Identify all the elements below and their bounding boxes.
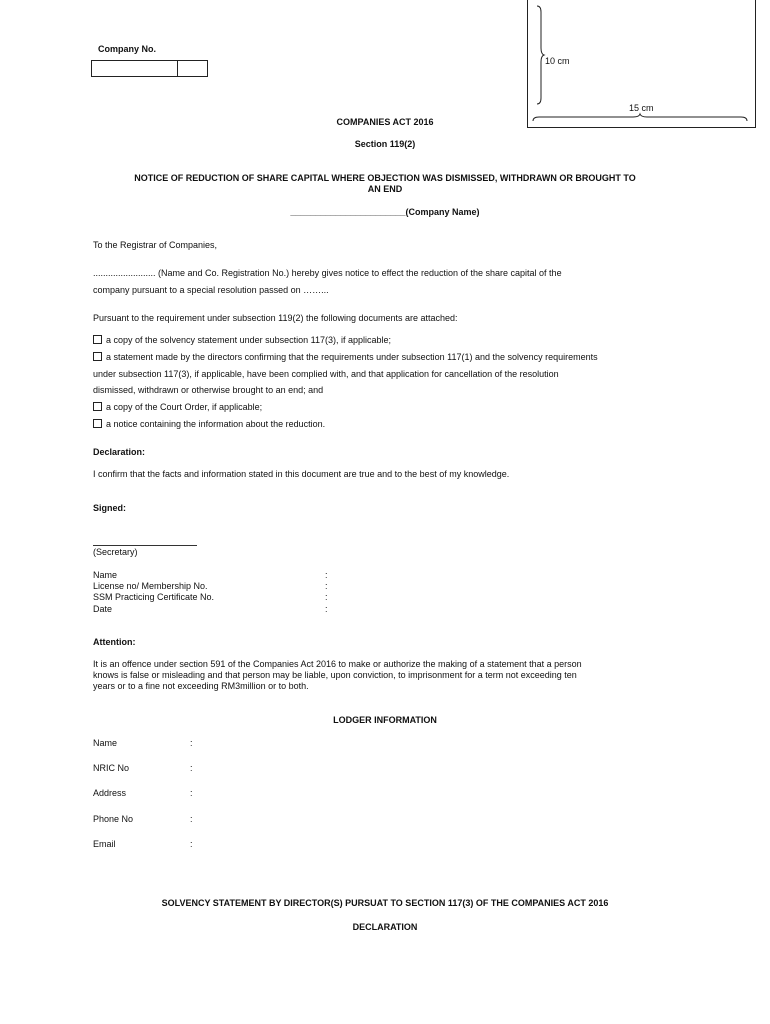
colon: : [325,581,328,591]
company-name-line: _______________________(Company Name) [290,207,480,217]
company-no-label: Company No. [98,44,157,54]
act-title: COMPANIES ACT 2016 [336,117,434,127]
notice-title-line2: AN END [367,184,403,194]
salutation: To the Registrar of Companies, [93,240,218,250]
colon: : [190,763,193,773]
solvency-declaration-heading: DECLARATION [352,922,418,932]
colon: : [325,604,328,614]
attachment-item: a statement made by the directors confirming that the requirements under subsection 117(1) and the solvency requirements [93,352,598,362]
declaration-text: I confirm that the facts and information stated in this document are true and to the best of my knowledge. [93,469,510,479]
company-no-box[interactable] [91,60,208,77]
lodger-field-name: Name [93,738,118,748]
signed-heading: Signed: [93,503,126,513]
lodger-field-nric: NRIC No [93,763,130,773]
colon: : [190,814,193,824]
checkbox[interactable] [93,419,102,428]
stamp-width-label: 15 cm [629,103,654,113]
colon: : [190,738,193,748]
colon: : [325,570,328,580]
lodger-heading: LODGER INFORMATION [333,715,437,725]
attention-text-line1: It is an offence under section 591 of the Companies Act 2016 to make or authorize the making of a statement that a person [93,659,582,669]
section-title: Section 119(2) [354,139,416,149]
notice-text-line1: ......................... (Name and Co. Registration No.) hereby gives notice to effect the reduction of the share capital of the [93,268,562,278]
colon: : [190,788,193,798]
attention-text-line3: years or to a fine not exceeding RM3million or to both. [93,681,309,691]
signed-field-certificate: SSM Practicing Certificate No. [93,592,215,602]
signed-field-name: Name [93,570,118,580]
attachment-item: a copy of the Court Order, if applicable; [93,402,262,412]
signed-field-license: License no/ Membership No. [93,581,208,591]
attachment-item-continuation: under subsection 117(3), if applicable, have been complied with, and that application for cancellation of the resolution [93,369,559,379]
attention-heading: Attention: [93,637,136,647]
signed-field-date: Date [93,604,113,614]
checkbox[interactable] [93,335,102,344]
notice-text-line2: company pursuant to a special resolution passed on ……... [93,285,329,295]
attachment-item-continuation: dismissed, withdrawn or otherwise brought to an end; and [93,385,324,395]
checkbox[interactable] [93,352,102,361]
attachment-item: a notice containing the information about the reduction. [93,419,325,429]
stamp-height-label: 10 cm [545,56,570,66]
signature-line[interactable] [93,545,197,546]
attention-text-line2: knows is false or misleading and that person may be liable, upon conviction, to imprisonment for a term not exceeding ten [93,670,577,680]
notice-title-line1: NOTICE OF REDUCTION OF SHARE CAPITAL WHERE OBJECTION WAS DISMISSED, WITHDRAWN OR BROUGHT TO [134,173,636,183]
attachment-item: a copy of the solvency statement under subsection 117(3), if applicable; [93,335,391,345]
solvency-heading: SOLVENCY STATEMENT BY DIRECTOR(S) PURSUAT TO SECTION 117(3) OF THE COMPANIES ACT 2016 [161,898,609,908]
checkbox[interactable] [93,402,102,411]
pursuant-text: Pursuant to the requirement under subsection 119(2) the following documents are attached: [93,313,458,323]
lodger-field-address: Address [93,788,127,798]
declaration-heading: Declaration: [93,447,146,457]
lodger-field-email: Email [93,839,116,849]
colon: : [190,839,193,849]
colon: : [325,592,328,602]
secretary-label: (Secretary) [93,547,138,557]
lodger-field-phone: Phone No [93,814,134,824]
